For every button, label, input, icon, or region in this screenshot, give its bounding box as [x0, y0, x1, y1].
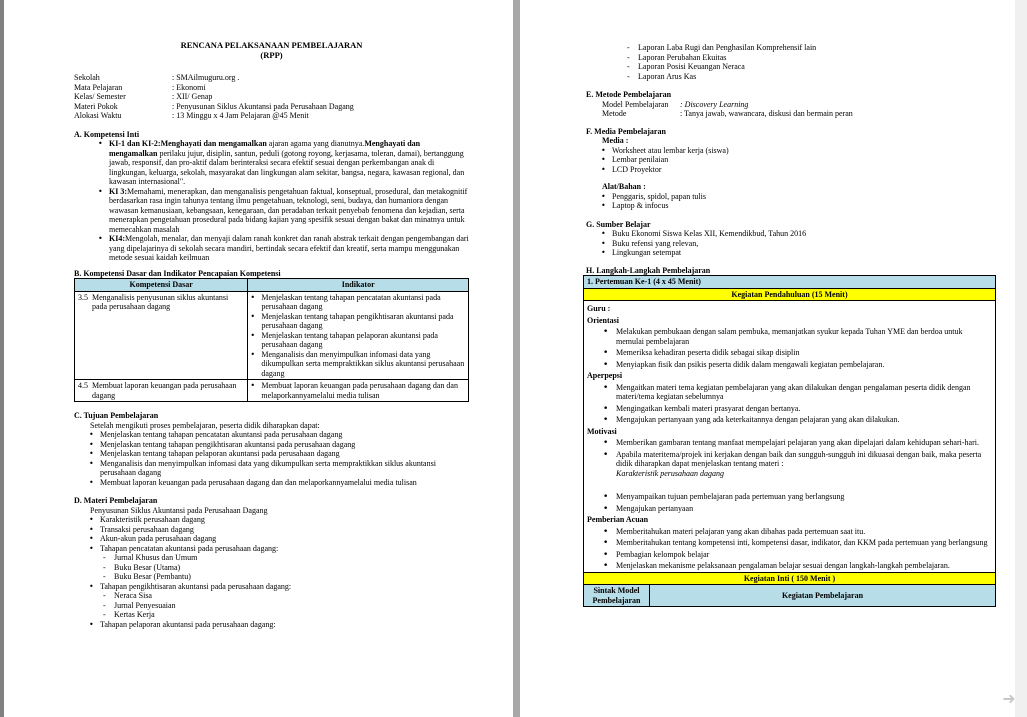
- identity-row: Alokasi Waktu : 13 Minggu x 4 Jam Pelajaran @45 Menit: [74, 111, 309, 120]
- section-heading-f: F. Media Pembelajaran: [586, 126, 666, 136]
- section-heading-b: B. Kompetensi Dasar dan Indikator Pencapaian Kompetensi: [74, 268, 281, 278]
- laporan-list: - Laporan Laba Rugi dan Penghasilan Komprehensif lain - Laporan Perubahan Ekuitas - Laporan Posisi Keuangan Neraca - Laporan Arus Kas: [638, 43, 994, 81]
- pendahuluan-content: Guru : Orientasi • Melakukan pembukaan dengan salam pembuka, memanjatkan syukur kepada Tuhan YME dan berdoa untuk memulai pembelajaran • Memeriksa kehadiran peserta didik sebagai sikap disiplin • Menyiapkan fisik dan psikis peserta didik dalam mengawali kegiatan pembelajaran. Aperpepsi • Mengaitkan materi tema kegiatan pembelajaran yang akan dilakukan dengan pengalaman peserta didik dengan materi/tema kegiatan sebelumnya • Mengingatkan kembali materi prasyarat dengan bertanya. • Mengajukan pertanyaan yang ada keterkaitannya dengan pelajaran yang akan dilakukan. Motivasi • Memberikan gambaran tentang manfaat mempelajari pelajaran yang akan dipelajari dalam kehidupan sehari-hari. • Apabila materitema/projek ini kerjakan dengan baik dan sungguh-sungguh ini dikuasai dengan baik, maka peserta didik diharapkan dapat menjelaskan tentang materi : Karakteristik perusahaan dagang • Menyampaikan tujuan pembelajaran pada pertemuan yang berlangsung • Mengajukan pertanyaan Pemberian Acuan • Memberitahukan materi pelajaran yang akan dibahas pada pertemuan saat itu. • Memberitahukan tentang kompetensi inti, kompetensi dasar, indikator, dan KKM pada pertemuan yang berlangsung • Pembagian kelompok belajar • Menjelaskan mekanisme pelaksanaan pengalaman belajar sesuai dengan langkah-langkah pembelajaran.: [584, 301, 996, 573]
- page-gutter: [513, 0, 520, 717]
- th-kompetensi-dasar: Kompetensi Dasar: [75, 279, 248, 292]
- doc-title: RENCANA PELAKSANAAN PEMBELAJARAN: [180, 40, 363, 50]
- kegiatan-header: Kegiatan Pembelajaran: [650, 585, 996, 607]
- ki-4: • KI4:Mengolah, menalar, dan menyaji dalam ranah konkret dan ranah abstrak terkait dengan pengembangan dari yang dipelajarinya di sekolah secara mandiri, bertindak secara efektif dan kreatif, serta mampu menggunakan metode sesuai kaidah keilmuan: [109, 234, 469, 263]
- d-list: • Karakteristik perusahaan dagang • Transaksi perusahaan dagang • Akun-akun pada perusahaan dagang • Tahapan pencatatan akuntansi pada perusahaan dagang: - Jurnal Khusus dan Umum - Buku Besar (Utama) - Buku Besar (Pembantu) • Tahapan pengikhtisaran akuntansi pada perusahaan dagang: - Neraca Sisa - Jurnal Penyesuaian - Kertas Kerja • Tahapan pelaporan akuntansi pada perusahaan dagang:: [100, 515, 469, 629]
- document-page-left: [4, 0, 513, 717]
- section-heading-e: E. Metode Pembelajaran: [586, 90, 672, 99]
- sumber-list: • Buku Ekonomi Siswa Kelas XII, Kemendikbud, Tahun 2016 • Buku refensi yang relevan, • Lingkungan setempat: [612, 229, 994, 258]
- identity-row: Sekolah : SMAilmuguru.org .: [74, 73, 240, 82]
- inti-row: Kegiatan Inti ( 150 Menit ): [584, 572, 996, 585]
- section-heading-c: C. Tujuan Pembelajaran: [74, 411, 159, 420]
- identity-row: Materi Pokok : Penyusunan Siklus Akuntansi pada Perusahaan Dagang: [74, 101, 354, 111]
- kd-table: [74, 278, 469, 402]
- table-row: 4.5 Membuat laporan keuangan pada perusahaan dagang • Membuat laporan keuangan pada perusahaan dagang dan dan melaporkannyamelalui media tulisan: [75, 380, 469, 402]
- section-heading-g: G. Sumber Belajar: [586, 219, 651, 229]
- ki-list: [109, 139, 469, 263]
- c-list: • Menjelaskan tentang tahapan pencatatan akuntansi pada perusahaan dagang • Menjelaskan tentang tahapan pengikhtisaran akuntansi pada perusahaan dagang • Menjelaskan tentang tahapan pelaporan akuntansi pada perusahaan dagang • Menganalisis dan menyimpulkan infomasi data yang dikumpulkan serta mempraktikkan siklus akuntansi perusahaan dagang • Membuat laporan keuangan pada perusahaan dagang dan dan melaporkannyamelalui media tulisan: [100, 430, 469, 487]
- sintak-header: Sintak Model Pembelajaran: [584, 585, 650, 607]
- section-heading-a: A. Kompetensi Inti: [74, 129, 140, 139]
- alat-list: • Penggaris, spidol, papan tulis • Laptop & infocus: [612, 192, 994, 211]
- identity-block: [74, 73, 469, 121]
- ki-1-2: • KI-1 dan KI-2:Menghayati dan mengamalkan ajaran agama yang dianutnya.Menghayati dan mengamalkan perilaku jujur, disiplin, santun, peduli (gotong royong, kerjasama, toleran, damai), bertanggung jawab, responsif, dan pro-aktif dalam berinteraksi secara efektif sesuai dengan perkembangan anak di lingkungan, keluarga, sekolah, masyarakat dan lingkungan alam sekitar, bangsa, negara, kawasan regional, dan kawasan internasional".: [109, 139, 469, 187]
- next-page-arrow-icon[interactable]: ➜: [1002, 689, 1016, 708]
- document-page-right: - Laporan Laba Rugi dan Penghasilan Komprehensif lain - Laporan Perubahan Ekuitas - Laporan Posisi Keuangan Neraca - Laporan Arus Kas E. Metode Pembelajaran Model Pembelajaran : Discovery Learning Metode : Tanya jawab, wawancara, diskusi dan bermain peran F. Media Pembelajaran Media : • Worksheet atau lembar kerja (siswa) • Lembar penilaian • LCD Proyektor Alat/Bahan : • Penggaris, spidol, papan tulis • Laptop & infocus G. Sumber Belajar • Buku Ekonomi Siswa Kelas XII, Kemendikbud, Tahun 2016 • Buku refensi yang relevan, • Lingkungan setempat H. Langkah-Langkah Pembelajaran 1. Pertemuan Ke-1 (4 x 45 Menit) Kegiatan Pendahuluan (15 Menit) Guru : Orientasi • Melakukan pembukaan dengan salam pembuka, memanjatkan syukur kepada Tuhan YME dan berdoa untuk memulai pembelajaran • Memeriksa kehadiran peserta didik sebagai sikap disiplin • Menyiapkan fisik dan psikis peserta didik dalam mengawali kegiatan pembelajaran. Aperpepsi • Mengaitkan materi tema kegiatan pembelajaran yang akan dilakukan dengan pengalaman peserta didik dengan materi/tema kegiatan sebelumnya • Mengingatkan kembali materi prasyarat dengan bertanya. • Mengajukan pertanyaan yang ada keterkaitannya dengan pelajaran yang akan dilakukan. Motivasi • Memberikan gambaran tentang manfaat mempelajari pelajaran yang akan dipelajari dalam kehidupan sehari-hari. • Apabila materitema/projek ini kerjakan dengan baik dan sungguh-sungguh ini dikuasai dengan baik, maka peserta didik diharapkan dapat menjelaskan tentang materi : Karakteristik perusahaan dagang • Menyampaikan tujuan pembelajaran pada pertemuan yang berlangsung • Mengajukan pertanyaan Pemberian Acuan • Memberitahukan materi pelajaran yang akan dibahas pada pertemuan saat itu. • Memberitahukan tentang kompetensi inti, kompetensi dasar, indikator, dan KKM pada pertemuan yang berlangsung • Pembagian kelompok belajar • Menjelaskan mekanisme pelaksanaan pengalaman belajar sesuai dengan langkah-langkah pembelajaran. Kegiatan Inti ( 150 Menit ) Sintak Model Pembelajaran Kegiatan Pembelajaran: [520, 0, 1015, 717]
- section-heading-d: D. Materi Pembelajaran: [74, 496, 158, 505]
- th-indikator: Indikator: [248, 279, 469, 292]
- pertemuan-row: 1. Pertemuan Ke-1 (4 x 45 Menit): [584, 276, 996, 289]
- vertical-scrollbar[interactable]: [1015, 0, 1027, 717]
- d-intro: Penyusunan Siklus Akuntansi pada Perusahaan Dagang: [90, 505, 268, 515]
- pendahuluan-row: Kegiatan Pendahuluan (15 Menit): [584, 288, 996, 301]
- ki-3: • KI 3:Memahami, menerapkan, dan menganalisis pengetahuan faktual, konseptual, prosedural, dan metakognitif berdasarkan rasa ingin tahunya tentang ilmu pengetahuan, teknologi, seni, budaya, dan humaniora dengan wawasan kemanusiaan, kebangsaan, kenegaraan, dan peradaban terkait penyebab fenomena dan kejadian, serta menerapkan pengetahuan prosedural pada bidang kajian yang spesifik sesuai dengan bakat dan minatnya untuk memecahkan masalah: [109, 187, 469, 235]
- identity-row: Mata Pelajaran : Ekonomi: [74, 82, 206, 92]
- doc-subtitle: (RPP): [260, 50, 283, 60]
- table-row: 3.5 Menganalisis penyusunan siklus akuntansi pada perusahaan dagang • Menjelaskan tentang tahapan pencatatan akuntansi pada perusahaan dagang • Menjelaskan tentang tahapan pengikhtisaran akuntansi pada perusahaan dagang • Menjelaskan tentang tahapan pelaporan akuntansi pada perusahaan dagang • Menganalisis dan menyimpulkan infomasi data yang dikumpulkan serta mempraktikkan siklus akuntansi perusahaan dagang: [75, 291, 469, 380]
- media-list: • Worksheet atau lembar kerja (siswa) • Lembar penilaian • LCD Proyektor: [612, 146, 994, 175]
- c-intro: Setelah mengikuti proses pembelajaran, peserta didik diharapkan dapat:: [90, 420, 320, 430]
- identity-row: Kelas/ Semester : XII/ Genap: [74, 92, 213, 101]
- section-heading-h: H. Langkah-Langkah Pembelajaran: [586, 265, 711, 275]
- langkah-table: [583, 275, 996, 607]
